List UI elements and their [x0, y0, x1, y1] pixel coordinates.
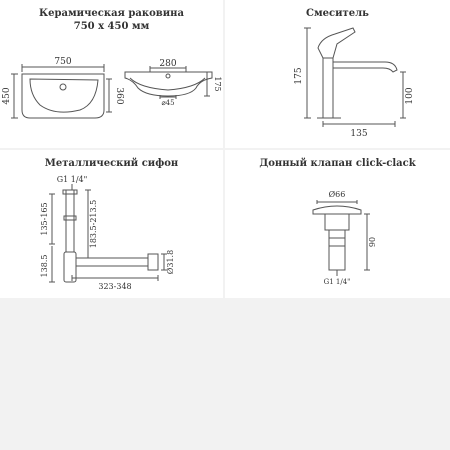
sink-side-basin — [130, 78, 205, 90]
sink-dim-hole: ⌀45 — [161, 99, 175, 107]
faucet-title: Смеситель — [306, 8, 369, 19]
siphon-dim-138-5: 138.5 — [40, 254, 49, 278]
faucet-dim-100: 100 — [405, 87, 415, 105]
valve-dim-90: 90 — [368, 236, 377, 248]
valve-panel — [225, 150, 450, 298]
sink-dim-750: 750 — [54, 57, 72, 67]
valve-cap — [313, 206, 361, 214]
sink-front-outline — [22, 74, 104, 118]
sink-side-hole — [166, 74, 170, 78]
sink-drawing — [0, 0, 223, 148]
sink-subtitle: 750 x 450 мм — [73, 21, 150, 32]
siphon-outlet-pipe — [76, 258, 148, 266]
faucet-dim-135: 135 — [350, 129, 368, 139]
sink-front-drain — [60, 84, 66, 90]
siphon-dim-diameter: Ø31.8 — [166, 249, 175, 275]
sink-panel — [0, 0, 223, 148]
valve-drawing — [225, 150, 450, 298]
siphon-dim-323-348: 323-348 — [98, 282, 132, 291]
empty-bottom-area — [0, 298, 450, 450]
siphon-dim-183-213: 183.5-213.5 — [89, 199, 98, 249]
valve-dim-diameter: Ø66 — [328, 190, 346, 199]
siphon-vertical-pipe — [66, 190, 74, 252]
siphon-panel — [0, 150, 223, 298]
valve-body — [325, 214, 349, 230]
valve-stem — [329, 230, 345, 270]
valve-title: Донный клапан click-clack — [259, 158, 416, 169]
valve-dim-thread: G1 1/4" — [323, 278, 351, 286]
siphon-title: Металлический сифон — [44, 158, 179, 169]
faucet-dim-175: 175 — [294, 67, 304, 85]
sink-title-text: Керамическая раковина — [39, 8, 184, 19]
faucet-spout — [333, 62, 397, 72]
siphon-drawing — [0, 150, 223, 298]
faucet-handle — [318, 28, 355, 58]
siphon-dim-thread: G1 1/4" — [56, 175, 88, 184]
faucet-drawing — [225, 0, 450, 148]
sink-dim-360: 360 — [114, 87, 124, 105]
faucet-panel — [225, 0, 450, 148]
sink-dim-450: 450 — [2, 87, 12, 105]
sink-dim-175: 175 — [213, 76, 222, 92]
faucet-body — [323, 58, 333, 118]
sink-dim-280: 280 — [159, 59, 177, 69]
siphon-dim-135-165: 135-165 — [40, 202, 49, 236]
